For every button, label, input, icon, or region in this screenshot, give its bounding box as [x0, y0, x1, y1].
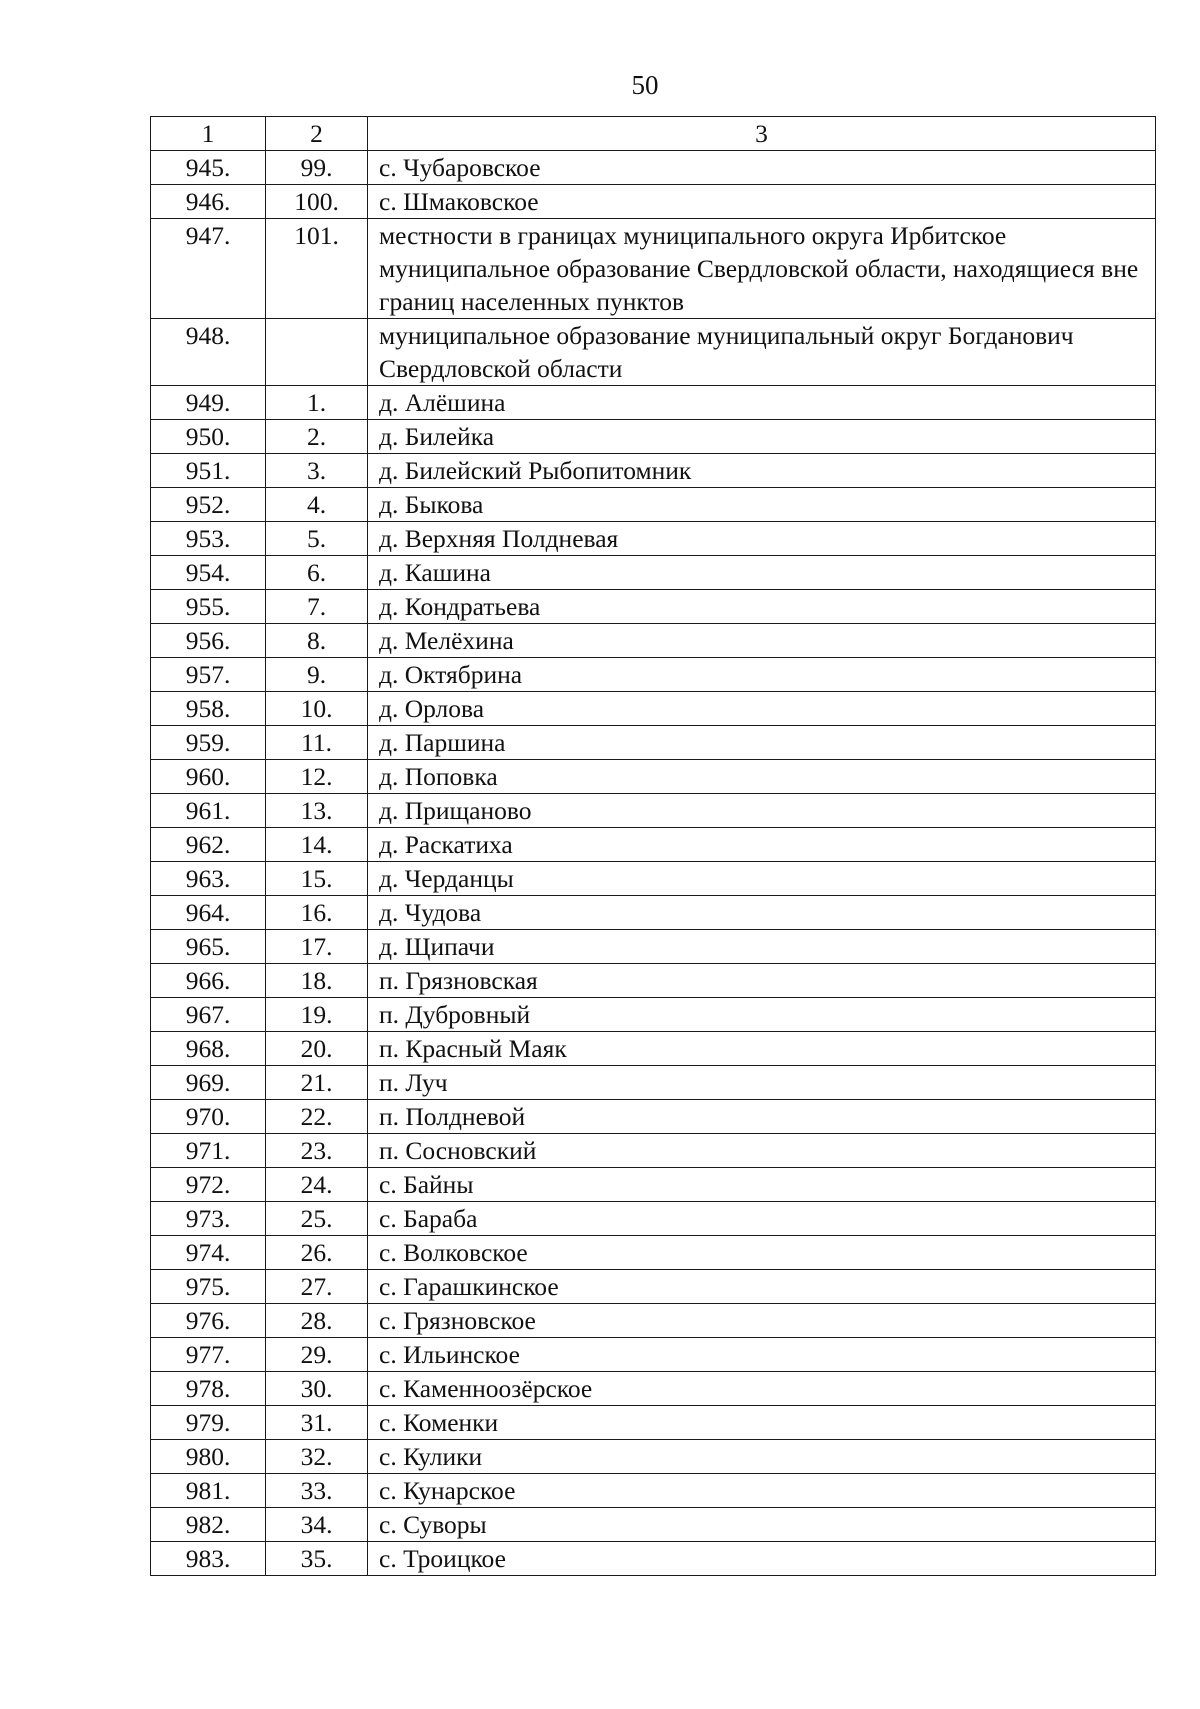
subrow-number-cell: 17.: [266, 930, 368, 964]
table-row: [151, 896, 1156, 930]
subrow-number-cell: 24.: [266, 1168, 368, 1202]
table-row: [151, 794, 1156, 828]
settlement-name-cell: д. Кашина: [368, 556, 1156, 590]
settlements-table: [150, 116, 1156, 1576]
subrow-number-cell: 10.: [266, 692, 368, 726]
row-number-cell: 946.: [151, 185, 266, 219]
row-number-cell: 981.: [151, 1474, 266, 1508]
subrow-number-cell: 35.: [266, 1542, 368, 1576]
row-number-cell: 965.: [151, 930, 266, 964]
row-number-cell: 967.: [151, 998, 266, 1032]
subrow-number-cell: 23.: [266, 1134, 368, 1168]
row-number-cell: 977.: [151, 1338, 266, 1372]
settlement-name-cell: д. Прищаново: [368, 794, 1156, 828]
subrow-number-cell: 25.: [266, 1202, 368, 1236]
column-header-1: 1: [151, 117, 266, 151]
settlement-name-cell: д. Раскатиха: [368, 828, 1156, 862]
subrow-number-cell: [266, 319, 368, 386]
subrow-number-cell: 9.: [266, 658, 368, 692]
subrow-number-cell: 12.: [266, 760, 368, 794]
table-row: [151, 760, 1156, 794]
column-header-2: 2: [266, 117, 368, 151]
table-row: [151, 1304, 1156, 1338]
table-row: [151, 862, 1156, 896]
table-row: [151, 522, 1156, 556]
table-row: [151, 726, 1156, 760]
settlement-name-cell: д. Алёшина: [368, 386, 1156, 420]
subrow-number-cell: 34.: [266, 1508, 368, 1542]
settlement-name-cell: муниципальное образование муниципальный округ Богданович Свердловской области: [368, 319, 1156, 386]
settlement-name-cell: с. Гарашкинское: [368, 1270, 1156, 1304]
row-number-cell: 975.: [151, 1270, 266, 1304]
settlement-name-cell: д. Билейский Рыбопитомник: [368, 454, 1156, 488]
subrow-number-cell: 22.: [266, 1100, 368, 1134]
row-number-cell: 945.: [151, 151, 266, 185]
settlement-name-cell: с. Волковское: [368, 1236, 1156, 1270]
subrow-number-cell: 6.: [266, 556, 368, 590]
settlement-name-cell: с. Каменноозёрское: [368, 1372, 1156, 1406]
table-row: [151, 624, 1156, 658]
settlement-name-cell: с. Бараба: [368, 1202, 1156, 1236]
row-number-cell: 961.: [151, 794, 266, 828]
table-row: [151, 658, 1156, 692]
table-row: [151, 1100, 1156, 1134]
settlement-name-cell: п. Дубровный: [368, 998, 1156, 1032]
subrow-number-cell: 28.: [266, 1304, 368, 1338]
row-number-cell: 978.: [151, 1372, 266, 1406]
subrow-number-cell: 14.: [266, 828, 368, 862]
table-row: [151, 590, 1156, 624]
subrow-number-cell: 4.: [266, 488, 368, 522]
row-number-cell: 983.: [151, 1542, 266, 1576]
table-row: [151, 1440, 1156, 1474]
settlement-name-cell: с. Троицкое: [368, 1542, 1156, 1576]
row-number-cell: 980.: [151, 1440, 266, 1474]
row-number-cell: 962.: [151, 828, 266, 862]
row-number-cell: 972.: [151, 1168, 266, 1202]
row-number-cell: 948.: [151, 319, 266, 386]
subrow-number-cell: 21.: [266, 1066, 368, 1100]
table-row: [151, 828, 1156, 862]
subrow-number-cell: 15.: [266, 862, 368, 896]
table-row: [151, 1032, 1156, 1066]
settlement-name-cell: с. Шмаковское: [368, 185, 1156, 219]
table-body: [151, 151, 1156, 1576]
settlement-name-cell: местности в границах муниципального округа Ирбитское муниципальное образование Свердловской области, находящиеся вне границ населенных пунктов: [368, 219, 1156, 319]
table-row: [151, 1542, 1156, 1576]
subrow-number-cell: 26.: [266, 1236, 368, 1270]
settlement-name-cell: д. Билейка: [368, 420, 1156, 454]
settlement-name-cell: п. Сосновский: [368, 1134, 1156, 1168]
subrow-number-cell: 19.: [266, 998, 368, 1032]
row-number-cell: 970.: [151, 1100, 266, 1134]
subrow-number-cell: 30.: [266, 1372, 368, 1406]
settlement-name-cell: с. Кулики: [368, 1440, 1156, 1474]
row-number-cell: 955.: [151, 590, 266, 624]
subrow-number-cell: 20.: [266, 1032, 368, 1066]
row-number-cell: 966.: [151, 964, 266, 998]
table-header-row: [151, 117, 1156, 151]
table-row: [151, 151, 1156, 185]
subrow-number-cell: 31.: [266, 1406, 368, 1440]
subrow-number-cell: 99.: [266, 151, 368, 185]
table-row: [151, 454, 1156, 488]
subrow-number-cell: 7.: [266, 590, 368, 624]
settlement-name-cell: п. Красный Маяк: [368, 1032, 1156, 1066]
row-number-cell: 949.: [151, 386, 266, 420]
table-row: [151, 1338, 1156, 1372]
row-number-cell: 979.: [151, 1406, 266, 1440]
table-row: [151, 1406, 1156, 1440]
table-row: [151, 1372, 1156, 1406]
subrow-number-cell: 18.: [266, 964, 368, 998]
settlement-name-cell: д. Щипачи: [368, 930, 1156, 964]
subrow-number-cell: 27.: [266, 1270, 368, 1304]
subrow-number-cell: 5.: [266, 522, 368, 556]
row-number-cell: 959.: [151, 726, 266, 760]
row-number-cell: 953.: [151, 522, 266, 556]
table-row: [151, 219, 1156, 319]
settlement-name-cell: с. Коменки: [368, 1406, 1156, 1440]
page-number: 50: [631, 70, 659, 100]
table-row: [151, 185, 1156, 219]
table-row: [151, 1168, 1156, 1202]
row-number-cell: 971.: [151, 1134, 266, 1168]
settlement-name-cell: п. Луч: [368, 1066, 1156, 1100]
subrow-number-cell: 29.: [266, 1338, 368, 1372]
settlement-name-cell: с. Байны: [368, 1168, 1156, 1202]
settlement-name-cell: п. Полдневой: [368, 1100, 1156, 1134]
row-number-cell: 957.: [151, 658, 266, 692]
settlement-name-cell: д. Октябрина: [368, 658, 1156, 692]
settlement-name-cell: д. Кондратьева: [368, 590, 1156, 624]
row-number-cell: 968.: [151, 1032, 266, 1066]
table-row: [151, 319, 1156, 386]
subrow-number-cell: 11.: [266, 726, 368, 760]
subrow-number-cell: 33.: [266, 1474, 368, 1508]
column-header-3: 3: [368, 117, 1156, 151]
row-number-cell: 950.: [151, 420, 266, 454]
table-row: [151, 1236, 1156, 1270]
row-number-cell: 963.: [151, 862, 266, 896]
table-row: [151, 420, 1156, 454]
subrow-number-cell: 3.: [266, 454, 368, 488]
table-row: [151, 1202, 1156, 1236]
row-number-cell: 969.: [151, 1066, 266, 1100]
row-number-cell: 974.: [151, 1236, 266, 1270]
settlement-name-cell: д. Орлова: [368, 692, 1156, 726]
settlement-name-cell: с. Ильинское: [368, 1338, 1156, 1372]
table-row: [151, 556, 1156, 590]
row-number-cell: 976.: [151, 1304, 266, 1338]
settlement-name-cell: д. Быкова: [368, 488, 1156, 522]
table-row: [151, 998, 1156, 1032]
subrow-number-cell: 16.: [266, 896, 368, 930]
settlement-name-cell: п. Грязновская: [368, 964, 1156, 998]
row-number-cell: 956.: [151, 624, 266, 658]
table-row: [151, 930, 1156, 964]
settlement-name-cell: д. Мелёхина: [368, 624, 1156, 658]
settlement-name-cell: с. Суворы: [368, 1508, 1156, 1542]
table-row: [151, 1066, 1156, 1100]
row-number-cell: 954.: [151, 556, 266, 590]
subrow-number-cell: 8.: [266, 624, 368, 658]
settlement-name-cell: с. Грязновское: [368, 1304, 1156, 1338]
settlement-name-cell: с. Кунарское: [368, 1474, 1156, 1508]
row-number-cell: 958.: [151, 692, 266, 726]
settlement-name-cell: д. Поповка: [368, 760, 1156, 794]
subrow-number-cell: 2.: [266, 420, 368, 454]
settlement-name-cell: д. Верхняя Полдневая: [368, 522, 1156, 556]
row-number-cell: 973.: [151, 1202, 266, 1236]
table-row: [151, 1270, 1156, 1304]
row-number-cell: 947.: [151, 219, 266, 319]
subrow-number-cell: 13.: [266, 794, 368, 828]
subrow-number-cell: 1.: [266, 386, 368, 420]
settlement-name-cell: д. Черданцы: [368, 862, 1156, 896]
table-row: [151, 1134, 1156, 1168]
row-number-cell: 952.: [151, 488, 266, 522]
row-number-cell: 982.: [151, 1508, 266, 1542]
settlement-name-cell: д. Паршина: [368, 726, 1156, 760]
settlement-name-cell: с. Чубаровское: [368, 151, 1156, 185]
table-row: [151, 1474, 1156, 1508]
subrow-number-cell: 101.: [266, 219, 368, 319]
subrow-number-cell: 100.: [266, 185, 368, 219]
table-row: [151, 386, 1156, 420]
table-row: [151, 488, 1156, 522]
subrow-number-cell: 32.: [266, 1440, 368, 1474]
settlement-name-cell: д. Чудова: [368, 896, 1156, 930]
table-row: [151, 692, 1156, 726]
table-row: [151, 1508, 1156, 1542]
row-number-cell: 951.: [151, 454, 266, 488]
table-row: [151, 964, 1156, 998]
row-number-cell: 964.: [151, 896, 266, 930]
row-number-cell: 960.: [151, 760, 266, 794]
